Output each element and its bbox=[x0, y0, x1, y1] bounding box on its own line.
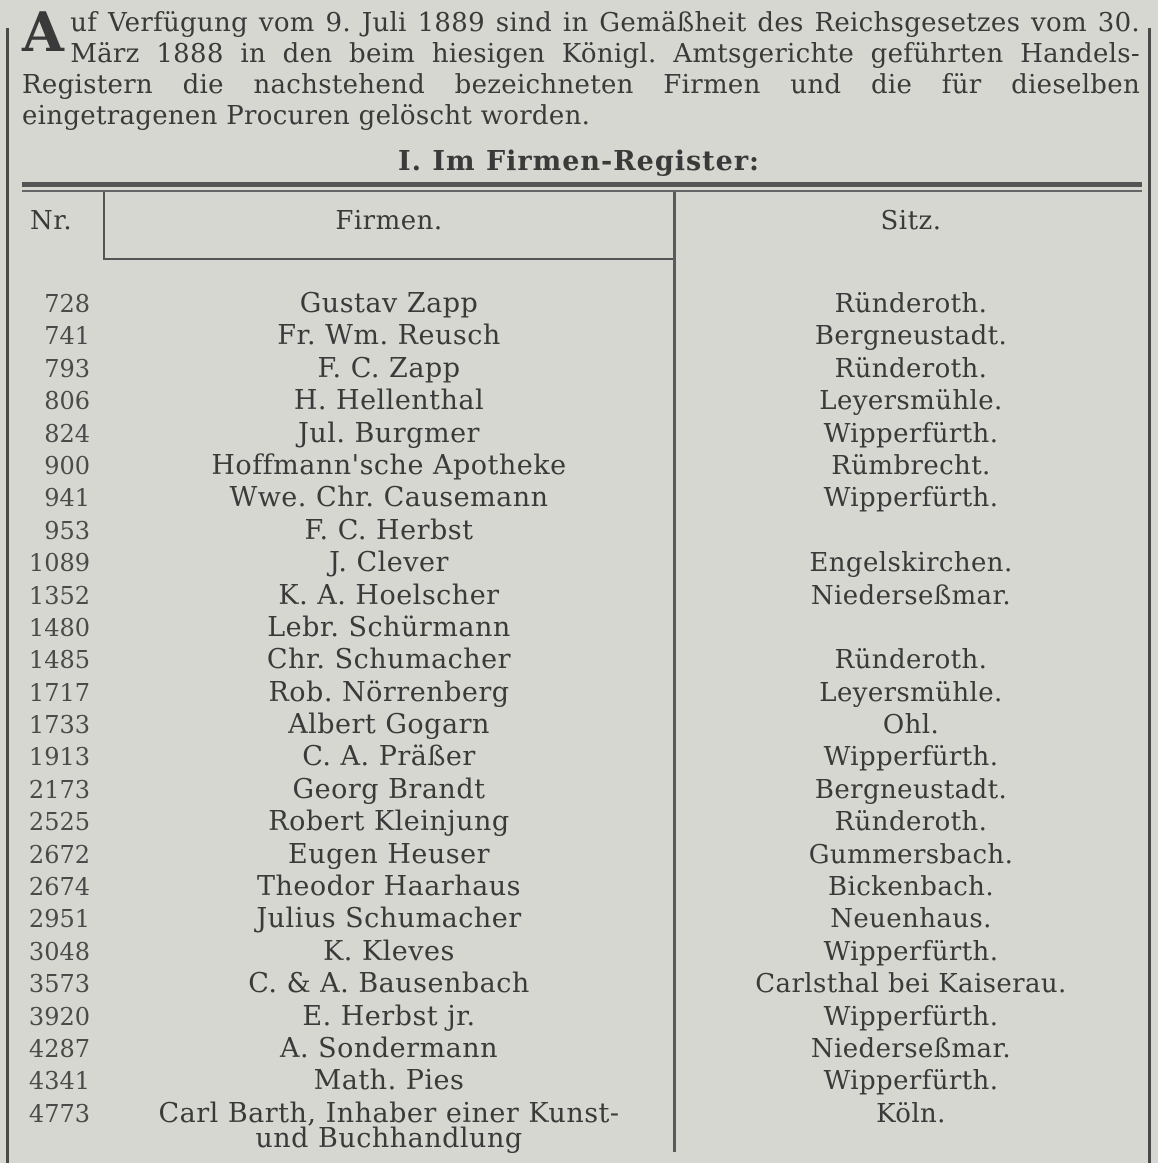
section-title: I. Im Firmen-Register: bbox=[397, 146, 761, 177]
register-table-body bbox=[0, 287, 1158, 1129]
header-thick-rule bbox=[22, 182, 1142, 187]
register-number: 741 bbox=[44, 322, 90, 351]
register-number: 1717 bbox=[28, 678, 90, 707]
register-number: 4341 bbox=[28, 1067, 90, 1096]
firm-seat: Leyersmühle. bbox=[819, 677, 1003, 708]
firm-name: Gustav Zapp bbox=[299, 288, 479, 319]
table-row bbox=[0, 1032, 1158, 1064]
firm-name: J. Clever bbox=[329, 547, 449, 579]
firm-name: Hoffmann'sche Apotheke bbox=[211, 449, 567, 481]
firm-name: Jul. Burgmer bbox=[298, 417, 480, 449]
table-row bbox=[0, 902, 1158, 934]
firm-name: Rob. Nörrenberg bbox=[268, 676, 510, 708]
firm-seat: Wipperfürth. bbox=[823, 418, 999, 449]
table-row bbox=[0, 740, 1158, 772]
firm-name: Theodor Haarhaus bbox=[256, 871, 522, 903]
register-number: 1352 bbox=[28, 581, 90, 610]
firm-name: Georg Brandt bbox=[292, 773, 486, 805]
firm-seat: Bergneustadt. bbox=[814, 321, 1008, 352]
firm-name: Eugen Heuser bbox=[288, 838, 490, 870]
table-row bbox=[0, 708, 1158, 740]
firm-name: Julius Schumacher bbox=[256, 903, 522, 935]
table-row bbox=[0, 449, 1158, 481]
firm-seat: Bergneustadt. bbox=[814, 774, 1008, 805]
register-number: 2525 bbox=[28, 808, 90, 837]
register-number: 941 bbox=[44, 484, 90, 513]
firm-seat: Wipperfürth. bbox=[823, 742, 999, 773]
table-row bbox=[0, 579, 1158, 611]
firm-seat: Rümbrecht. bbox=[831, 450, 991, 481]
table-row bbox=[0, 352, 1158, 384]
firm-seat: Wipperfürth. bbox=[823, 1066, 999, 1097]
firm-seat: Ründeroth. bbox=[834, 645, 988, 676]
firm-seat: Niederseßmar. bbox=[810, 1033, 1012, 1064]
firm-seat: Ründeroth. bbox=[834, 353, 988, 384]
register-number: 824 bbox=[44, 419, 90, 448]
table-row bbox=[0, 514, 1158, 546]
firm-seat: Ohl. bbox=[882, 710, 940, 741]
table-row bbox=[0, 546, 1158, 578]
firm-name: F. C. Herbst bbox=[304, 514, 474, 546]
register-number: 3573 bbox=[28, 970, 90, 999]
firm-name: Carl Barth, Inhaber einer Kunst- bbox=[158, 1097, 620, 1129]
table-row bbox=[0, 935, 1158, 967]
register-number: 900 bbox=[44, 451, 90, 480]
firm-name: Robert Kleinjung bbox=[268, 806, 510, 838]
firm-name: E. Herbst jr. bbox=[302, 1000, 476, 1032]
firm-seat: Bickenbach. bbox=[828, 872, 994, 903]
register-number: 2672 bbox=[28, 840, 90, 869]
table-row bbox=[0, 805, 1158, 837]
header-underline bbox=[105, 258, 673, 260]
register-number: 1089 bbox=[28, 549, 90, 578]
firm-seat: Neuenhaus. bbox=[830, 904, 992, 935]
register-number: 4773 bbox=[28, 1099, 90, 1128]
register-number: 4287 bbox=[28, 1034, 90, 1063]
table-row bbox=[0, 417, 1158, 449]
firm-seat: Ründeroth. bbox=[834, 807, 988, 838]
column-header-firmen: Firmen. bbox=[335, 206, 443, 236]
firm-name: Math. Pies bbox=[313, 1065, 465, 1097]
firm-name: Chr. Schumacher bbox=[266, 644, 512, 676]
register-number: 953 bbox=[44, 516, 90, 545]
register-number: 1480 bbox=[28, 613, 90, 642]
table-row bbox=[0, 773, 1158, 805]
register-number: 1733 bbox=[28, 711, 90, 740]
table-row bbox=[0, 384, 1158, 416]
firm-seat: Wipperfürth. bbox=[823, 1001, 999, 1032]
table-row bbox=[0, 319, 1158, 351]
firm-name: C. A. Präßer bbox=[302, 741, 476, 773]
header-thin-rule bbox=[22, 190, 1142, 192]
table-row bbox=[0, 967, 1158, 999]
table-row bbox=[0, 481, 1158, 513]
firm-name: Albert Gogarn bbox=[288, 709, 490, 741]
firm-name: H. Hellenthal bbox=[293, 385, 485, 417]
firm-seat: Leyersmühle. bbox=[819, 386, 1003, 417]
register-number: 2951 bbox=[28, 905, 90, 934]
register-number: 793 bbox=[44, 354, 90, 383]
firm-name: F. C. Zapp bbox=[317, 352, 461, 384]
firm-name-continuation: und Buchhandlung bbox=[255, 1123, 523, 1154]
notice-intro-paragraph bbox=[22, 0, 1140, 132]
table-row bbox=[0, 1000, 1158, 1032]
firm-name: A. Sondermann bbox=[280, 1032, 498, 1064]
firm-name: Fr. Wm. Reusch bbox=[277, 320, 501, 352]
firm-name: Wwe. Chr. Causemann bbox=[229, 482, 549, 514]
firm-seat: Köln. bbox=[876, 1098, 946, 1129]
firm-seat: Niederseßmar. bbox=[810, 580, 1012, 611]
firm-seat: Wipperfürth. bbox=[823, 483, 999, 514]
firm-seat: Engelskirchen. bbox=[809, 548, 1013, 579]
table-row bbox=[0, 611, 1158, 643]
firm-name: C. & A. Bausenbach bbox=[248, 968, 530, 1000]
drop-cap: A bbox=[22, 0, 65, 64]
table-row bbox=[0, 643, 1158, 675]
firm-name: Lebr. Schürmann bbox=[267, 611, 511, 643]
firm-seat: Ründeroth. bbox=[834, 289, 988, 319]
register-number: 3048 bbox=[28, 937, 90, 966]
register-number: 728 bbox=[44, 290, 90, 318]
table-row bbox=[0, 838, 1158, 870]
notice-intro-text: uf Verfügung vom 9. Juli 1889 sind in Gemäßheit des Reichsgesetzes vom 30. März 1888 in den beim hiesigen Königl. Amtsgerichte geführten Handels-Registern die nachstehend bezeichneten Firmen und die für dieselben eingetragenen Procuren gelöscht worden. bbox=[22, 8, 1140, 131]
column-header-sitz: Sitz. bbox=[880, 206, 942, 236]
register-number: 1913 bbox=[28, 743, 90, 772]
table-row bbox=[0, 1064, 1158, 1096]
firm-name: K. A. Hoelscher bbox=[278, 579, 500, 611]
firm-seat: Gummersbach. bbox=[808, 839, 1014, 870]
firm-name: K. Kleves bbox=[323, 935, 455, 967]
register-number: 2674 bbox=[28, 873, 90, 902]
register-number: 1485 bbox=[28, 646, 90, 675]
firm-seat: Carlsthal bei Kaiserau. bbox=[755, 969, 1067, 1000]
register-number: 2173 bbox=[28, 775, 90, 804]
firm-seat: Wipperfürth. bbox=[823, 936, 999, 967]
table-row bbox=[0, 287, 1158, 319]
table-row bbox=[0, 676, 1158, 708]
column-header-nr: Nr. bbox=[30, 206, 73, 236]
table-row bbox=[0, 870, 1158, 902]
register-number: 806 bbox=[44, 387, 90, 416]
register-number: 3920 bbox=[28, 1002, 90, 1031]
